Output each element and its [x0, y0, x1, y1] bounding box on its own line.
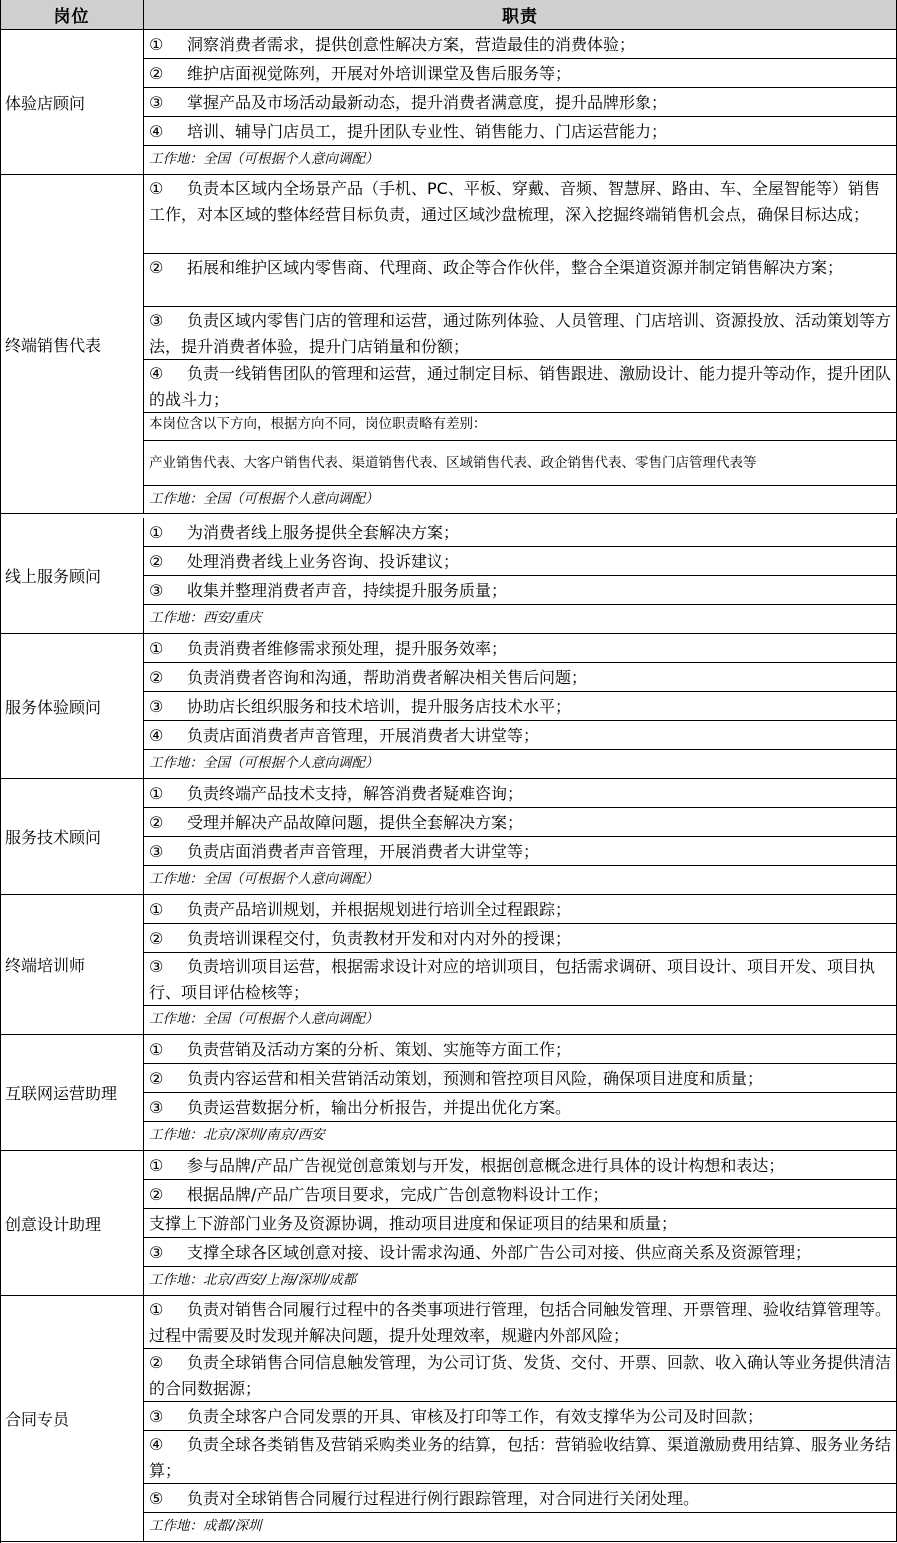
duty-item — [144, 254, 897, 307]
duty-item — [144, 924, 897, 953]
duty-number: ④ — [149, 122, 164, 141]
duty-number: ④ — [149, 364, 164, 383]
duty-number: ③ — [149, 957, 164, 976]
position-cell — [0, 634, 144, 779]
duty-item — [144, 1180, 897, 1209]
header-position: 岗位 — [0, 0, 144, 30]
duty-item — [144, 837, 897, 866]
duty-text: 洞察消费者需求，提供创意性解决方案，营造最佳的消费体验； — [187, 35, 636, 54]
duty-text: 负责全球各类销售及营销采购类业务的结算，包括：营销验收结算、渠道激励费用结算、服务业务结算； — [149, 1435, 892, 1480]
duty-text: 为消费者线上服务提供全套解决方案； — [187, 523, 460, 542]
header-duties: 职责 — [144, 0, 897, 30]
duty-text: 负责全球销售合同信息触发管理，为公司订货、发货、交付、开票、回款、收入确认等业务提供清洁的合同数据源； — [149, 1353, 892, 1398]
duty-text: 负责对全球销售合同履行过程进行例行跟踪管理，对合同进行关闭处理。 — [187, 1489, 700, 1508]
duty-number: ② — [149, 813, 164, 832]
duty-text: 掌握产品及市场活动最新动态，提升消费者满意度，提升品牌形象； — [187, 93, 668, 112]
duty-text: 协助店长组织服务和技术培训，提升服务店技术水平； — [187, 697, 572, 716]
work-location: 工作地：北京/西安/上海/深圳/成都 — [144, 1267, 897, 1296]
duty-item — [144, 59, 897, 88]
duty-number: ① — [149, 523, 164, 542]
duty-item — [144, 692, 897, 721]
position-cell — [0, 779, 144, 895]
duty-text: 负责一线销售团队的管理和运营，通过制定目标、销售跟进、激励设计、能力提升等动作，提升团队的战斗力； — [149, 364, 892, 409]
duty-text: 负责运营数据分析，输出分析报告，并提出优化方案。 — [187, 1098, 572, 1117]
duty-text: 维护店面视觉陈列，开展对外培训课堂及售后服务等； — [187, 64, 572, 83]
work-location: 工作地：全国（可根据个人意向调配） — [144, 866, 897, 895]
position-title: 创意设计助理 — [5, 1214, 102, 1234]
table-left-border — [0, 0, 1, 1543]
duty-item — [144, 1238, 897, 1267]
duty-text: 负责营销及活动方案的分析、策划、实施等方面工作； — [187, 1040, 572, 1059]
duty-item — [144, 30, 897, 59]
duty-text: 负责区域内零售门店的管理和运营，通过陈列体验、人员管理、门店培训、资源投放、活动策划等方法，提升消费者体验，提升门店销量和份额； — [149, 311, 892, 356]
duty-text: 负责培训项目运营，根据需求设计对应的培训项目，包括需求调研、项目设计、项目开发、项目执行、项目评估检核等； — [149, 957, 876, 1002]
duty-item — [144, 576, 897, 605]
duty-item — [144, 895, 897, 924]
duty-number: ③ — [149, 581, 164, 600]
duty-number: ① — [149, 1300, 164, 1319]
position-title: 服务技术顾问 — [5, 828, 102, 847]
duty-number: ② — [149, 929, 164, 948]
position-cell — [0, 1035, 144, 1151]
duty-number: ③ — [149, 311, 164, 330]
position-cell — [0, 175, 144, 514]
position-title: 体验店顾问 — [5, 93, 86, 113]
duty-number: ④ — [149, 1435, 164, 1454]
position-title: 互联网运营助理 — [5, 1084, 118, 1103]
duty-text: 负责全球客户合同发票的开具、审核及打印等工作，有效支撑华为公司及时回款； — [187, 1407, 764, 1426]
duty-text: 负责店面消费者声音管理，开展消费者大讲堂等； — [187, 842, 540, 861]
duty-number: ② — [149, 64, 164, 83]
duty-item — [144, 307, 897, 360]
duty-text: 负责培训课程交付，负责教材开发和对内对外的授课； — [187, 929, 572, 948]
duty-item — [144, 1064, 897, 1093]
duty-text: 负责本区域内全场景产品（手机、PC、平板、穿戴、音频、智慧屏、路由、车、全屋智能等）销售工作，对本区域的整体经营目标负责，通过区域沙盘梳理，深入挖掘终端销售机会点，确保目标达成； — [149, 179, 880, 224]
duty-item — [144, 88, 897, 117]
duty-text: 负责终端产品技术支持，解答消费者疑难咨询； — [187, 784, 524, 803]
duty-item — [144, 1035, 897, 1064]
duty-number: ③ — [149, 697, 164, 716]
duty-item — [144, 779, 897, 808]
position-cell — [0, 518, 144, 634]
duty-text: 负责消费者咨询和沟通，帮助消费者解决相关售后问题； — [187, 668, 588, 687]
duty-text: 负责内容运营和相关营销活动策划，预测和管控项目风险，确保项目进度和质量； — [187, 1069, 764, 1088]
work-location: 工作地：北京/深圳/南京/西安 — [144, 1122, 897, 1151]
direction-list — [144, 441, 897, 486]
duty-text: 受理并解决产品故障问题，提供全套解决方案； — [187, 813, 524, 832]
duty-number: ③ — [149, 842, 164, 861]
duty-number: ③ — [149, 1098, 164, 1117]
duty-number: ③ — [149, 1243, 164, 1262]
work-location: 工作地：全国（可根据个人意向调配） — [144, 486, 897, 514]
position-title: 终端销售代表 — [5, 335, 102, 355]
position-cell — [0, 1296, 144, 1542]
duty-item — [144, 1349, 897, 1402]
direction-note: 本岗位含以下方向，根据方向不同，岗位职责略有差别： — [144, 413, 897, 441]
duty-number: ④ — [149, 726, 164, 745]
duty-item — [144, 1431, 897, 1484]
duty-item — [144, 1151, 897, 1180]
direction-list-text: 产业销售代表、大客户销售代表、渠道销售代表、区域销售代表、政企销售代表、零售门店管理代表等 — [149, 455, 757, 471]
duty-number: ⑤ — [149, 1489, 164, 1508]
work-location: 工作地：全国（可根据个人意向调配） — [144, 1006, 897, 1035]
work-location: 工作地：全国（可根据个人意向调配） — [144, 750, 897, 779]
duty-text: 负责对销售合同履行过程中的各类事项进行管理，包括合同触发管理、开票管理、验收结算管理等。过程中需要及时发现并解决问题，提升处理效率，规避内外部风险； — [149, 1300, 892, 1345]
duty-item — [144, 117, 897, 146]
position-title: 终端培训师 — [5, 956, 86, 975]
work-location: 工作地：成都/深圳 — [144, 1513, 897, 1542]
duty-text: 负责产品培训规划，并根据规划进行培训全过程跟踪； — [187, 900, 572, 919]
duty-number: ① — [149, 639, 164, 658]
duty-text: 收集并整理消费者声音，持续提升服务质量； — [187, 581, 508, 600]
duty-item — [144, 1093, 897, 1122]
duty-item — [144, 721, 897, 750]
duty-item — [144, 518, 897, 547]
duty-item — [144, 1402, 897, 1431]
duty-number: ① — [149, 1040, 164, 1059]
duty-number: ② — [149, 668, 164, 687]
duty-number: ① — [149, 35, 164, 54]
duty-number: ① — [149, 900, 164, 919]
duty-item — [144, 547, 897, 576]
duty-number: ③ — [149, 1407, 164, 1426]
duty-number: ② — [149, 1353, 164, 1372]
duty-text: 参与品牌/产品广告视觉创意策划与开发，根据创意概念进行具体的设计构想和表达； — [187, 1156, 785, 1175]
duty-item — [144, 953, 897, 1006]
duty-item — [144, 634, 897, 663]
position-cell — [0, 30, 144, 175]
duty-item — [144, 663, 897, 692]
duty-text: 拓展和维护区域内零售商、代理商、政企等合作伙伴，整合全渠道资源并制定销售解决方案； — [187, 258, 844, 277]
duty-item — [144, 175, 897, 254]
duty-number: ② — [149, 1069, 164, 1088]
duty-item — [144, 360, 897, 413]
duty-item — [144, 1296, 897, 1349]
duty-item — [144, 1209, 897, 1238]
duty-item — [144, 808, 897, 837]
duty-number: ② — [149, 258, 164, 277]
duty-item — [144, 1484, 897, 1513]
work-location: 工作地：西安/重庆 — [144, 605, 897, 634]
duty-text: 支撑全球各区域创意对接、设计需求沟通、外部广告公司对接、供应商关系及资源管理； — [187, 1243, 812, 1262]
duty-text: 处理消费者线上业务咨询、投诉建议； — [187, 552, 460, 571]
duty-text: 根据品牌/产品广告项目要求，完成广告创意物料设计工作； — [187, 1185, 609, 1204]
position-title: 服务体验顾问 — [5, 697, 102, 717]
duty-number: ① — [149, 1156, 164, 1175]
duty-number: ③ — [149, 93, 164, 112]
position-title: 合同专员 — [5, 1410, 70, 1429]
work-location: 工作地：全国（可根据个人意向调配） — [144, 146, 897, 175]
duty-number: ② — [149, 1185, 164, 1204]
position-title: 线上服务顾问 — [5, 567, 102, 586]
duty-number: ① — [149, 784, 164, 803]
duty-text: 负责消费者维修需求预处理，提升服务效率； — [187, 639, 508, 658]
duty-number: ① — [149, 179, 164, 198]
duty-text: 支撑上下游部门业务及资源协调，推动项目进度和保证项目的结果和质量； — [149, 1214, 678, 1233]
duty-text: 负责店面消费者声音管理，开展消费者大讲堂等； — [187, 726, 540, 745]
position-cell — [0, 1151, 144, 1296]
position-cell — [0, 895, 144, 1035]
duty-number: ② — [149, 552, 164, 571]
duty-text: 培训、辅导门店员工，提升团队专业性、销售能力、门店运营能力； — [187, 122, 668, 141]
